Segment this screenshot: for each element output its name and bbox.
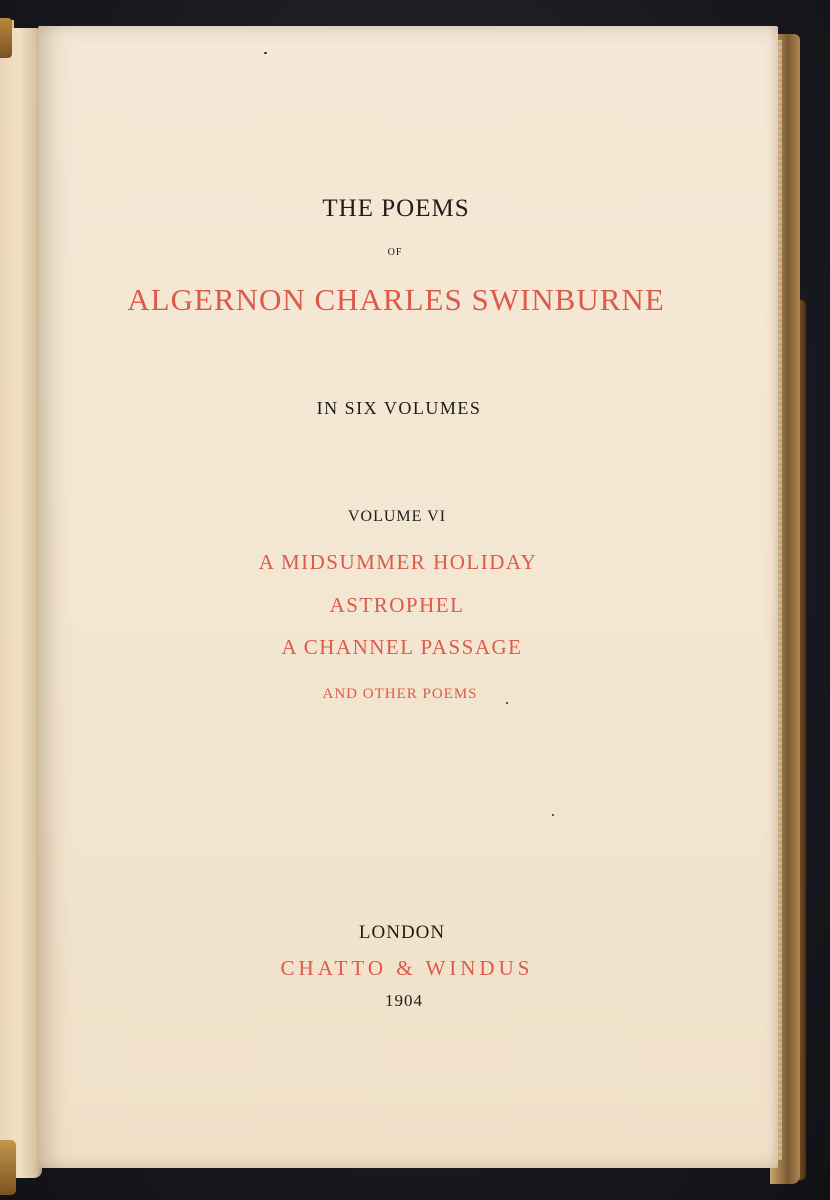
imprint-year: 1904 <box>385 991 423 1010</box>
imprint-city: LONDON <box>358 922 446 943</box>
contents-item: A MIDSUMMER HOLIDAY <box>258 550 538 574</box>
left-facing-page <box>0 28 42 1178</box>
contents-item: A CHANNEL PASSAGE <box>281 635 523 659</box>
title-line-of: OF <box>387 247 403 258</box>
title-line-the-poems: THE POEMS <box>322 195 470 222</box>
title-page <box>38 26 778 1168</box>
volume-number: VOLUME VI <box>347 508 447 525</box>
author-name: ALGERNON CHARLES SWINBURNE <box>127 282 665 317</box>
paper-speck <box>552 814 554 816</box>
left-binding-bottom <box>0 1140 16 1195</box>
paper-speck <box>264 52 267 54</box>
contents-item: ASTROPHEL <box>329 593 465 617</box>
contents-other-poems: AND OTHER POEMS <box>322 686 478 702</box>
imprint-publisher: CHATTO & WINDUS <box>280 956 534 980</box>
left-binding-top <box>0 18 12 58</box>
paper-speck <box>506 702 508 704</box>
volumes-count: IN SIX VOLUMES <box>316 398 482 418</box>
